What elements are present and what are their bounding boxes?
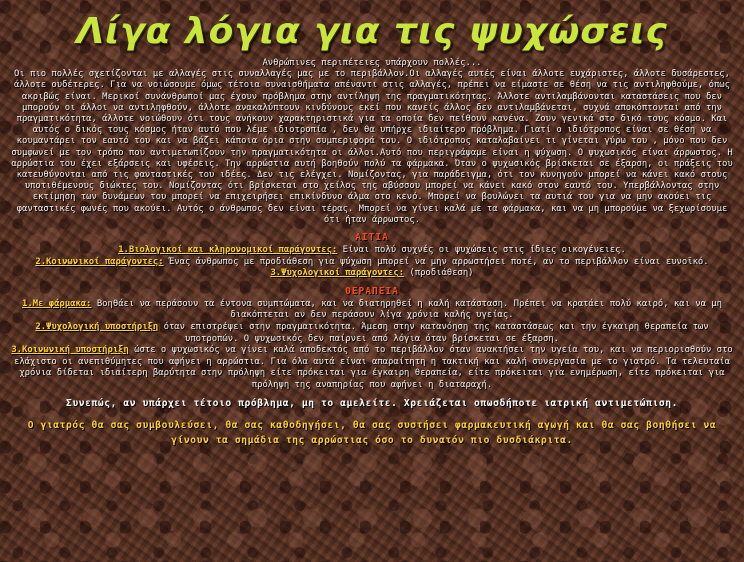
therapy-item	[6, 299, 738, 322]
therapy-heading: ΘΕΡΑΠΕΙΑ	[345, 285, 399, 297]
therapy-label: 3.Κοινωνική υποστήριξη	[11, 345, 129, 356]
cause-text: Ένας άνθρωπος με προδιάθεση για ψύχωση μπορεί να μην αρρωστήσει ποτέ, αν το περιβάλλον είναι ευνοϊκό.	[163, 256, 709, 267]
cause-item	[6, 268, 738, 280]
cause-label: 1.Βιολογικοί και κληρονομικοί παράγοντες:	[118, 245, 338, 256]
cause-text: Είναι πολύ συχνές οι ψυχώσεις στις ίδιες οικογένειες.	[337, 245, 626, 256]
therapy-item	[6, 345, 738, 391]
therapy-text: όταν επιστρέψει στην πραγματικότητα. Άμεση στην κατανόηση της καταστάσεως και την έγκαιρη θεραπεία των υποτροπών. Ο ψυχωσικός δεν παίρνει από λόγια όταν βρίσκεται σε έξαρση.	[158, 322, 709, 344]
therapy-label: 2.Ψυχολογική υποστήριξη	[35, 322, 159, 333]
therapy-text: ώστε ο ψυχωσικός να γίνει καλά αποδεκτός από το περιβάλλον όταν ανακτήσει την υγεία του, και να περιορισθούν στο ελάχιστο οι ανεπιθύμητες που αφήνει η αρρώστια. Για όλα αυτά είναι απαραίτητη η τακτική και καλή συνεργασία με το γιατρό. Τα τελευταία χρόνια δίδεται ιδιαίτερη βαρύτητα στην πρόληψη είτε πρόκειται για έγκαιρη θεραπεία, είτε πρόκειται για ενημέρωση, είτε πρόκειται για πρόληψη της αναπηρίας που αφήνει η διαταραχή.	[14, 345, 733, 390]
intro-body: Οι πιο πολλές σχετίζονται με αλλαγές στις συναλλαγές μας με το περιβάλλον.Οι αλλαγές αυτές είναι άλλοτε ευχάριστες, άλλοτε δυσάρεστες, άλλοτε ουδέτερες. Για να νοιώσουμε όμως τέτοια συναισθήματα απέναντι στις αλλαγές, πρέπει να είμαστε σε θέση να τις αντιληφθούμε, όπως ακριβώς είναι. Μερικοί συνάνθρωποί μας έχουν πρόβλημα στην αντίληψη της πραγματικότητας. Άλλοτε αντιλαμβάνονται καταστάσεις που δεν μπορούν οι άλλοι να αντιληφθούν, άλλοτε ανακαλύπτουν κινδύνους εκεί που κανείς άλλος δεν αντιλαμβάνεται, συχνά αποκόπτονται από την πραγματικότητα, άλλοτε νοιώθουν ότι τους ανήκουν χαρακτηριστικά για τα οποία δεν πείθουν κανένα. Ζουν γενικά στο δικό τους κόσμο. Και αυτός ο δικός τους κόσμος ήταν αυτό που λέμε ιδιοτροπία , δεν θα υπήρχε ιδιαίτερο πρόβλημα. Γιατί ο ιδιότροπος είναι σε θέση να κουμαντάρει τον εαυτό του και να βάζει κάποια όρια στην συμπεριφορά του. Ο ιδιότροπος καταλαβαίνει τι γίνεται γύρω του , μόνο που δεν συμφωνεί με τον τρόπο που αντιμετωπίζουν την πραγματικότητα οι άλλοι.Αυτό που περιγράψαμε είναι η ψύχωση. Ο ψυχωσικός είναι άρρωστος. Η αρρώστια του έχει εξάρσεις και υφέσεις. Την αρρώστια αυτή βοηθούν πολύ τα φάρμακα. Όταν ο ψυχωσικός βρίσκεται σε έξαρση, οι πράξεις του κατευθύνονται από τις φανταστικές του ιδέες. Δεν τις ελέγχει. Νομίζοντας, για παράδειγμα, ότι τον κυνηγούν μπορεί να κάνει κακό στους υποτιθέμενους διώκτες του. Νομίζοντας ότι βρίσκεται στο χείλος της αβύσσου μπορεί να κάνει κακό στον εαυτό του. Υπερβάλλοντας στην εκτίμηση των δυνάμεων του μπορεί να επιχειρήσει επικίνδυνο άλμα στο κενό. Μπορεί να βουλώνει τα αυτιά του για να μην ακούει τις φανταστικές φωνές που ακούει. Αυτός ο άνθρωπος δεν είναι τέρας. Μπορεί να γίνει καλά με τα φάρμακα, και να μη μπορούμε να ξεχωρίσουμε ότι ήταν άρρωστος.	[11, 69, 733, 225]
causes-list	[6, 245, 738, 280]
therapy-text: Βοηθάει να περάσουν τα έντονα συμπτώματα, και να διατηρηθεί η καλή κατάσταση. Πρέπει να κρατάει πολύ καιρό, και να μη διακόπτεται αν δεν περάσουν λίγα χρόνια καλής υγείας.	[91, 298, 722, 321]
cause-item	[6, 245, 738, 257]
cause-text: (προδιάθεση)	[404, 268, 474, 279]
cause-item	[6, 257, 738, 269]
intro-lead: Ανθρώπινες περιπέτειες υπάρχουν πολλές...	[262, 58, 482, 68]
therapy-list	[6, 299, 738, 392]
page-title: Λίγα λόγια για τις ψυχώσεις	[76, 11, 668, 52]
intro-section	[6, 58, 738, 226]
cause-label: 3.Ψυχολογικοί παράγοντες:	[270, 268, 405, 279]
summary-text: Συνεπώς, αν υπάρχει τέτοιο πρόβλημα, μη το αμελείτε. Χρειάζεται οπωσδήποτε ιατρική αντιμετώπιση.	[65, 397, 679, 409]
cause-label: 2.Κοινωνικοί παράγοντες:	[35, 256, 164, 267]
therapy-item	[6, 322, 738, 345]
therapy-label: 1.Με φάρμακα:	[22, 298, 92, 309]
causes-heading: ΑΙΤΙΑ	[355, 232, 389, 244]
closing-text: Ο γιατρός θα σας συμβουλεύσει, θα σας καθοδηγήσει, θα σας συστήσει φαρμακευτική αγωγή και θα σας βοηθήσει να γίνουν τα σημάδια της αρρώστιας όσο το δυνατόν πιο δυσδιάκριτα.	[27, 419, 717, 446]
